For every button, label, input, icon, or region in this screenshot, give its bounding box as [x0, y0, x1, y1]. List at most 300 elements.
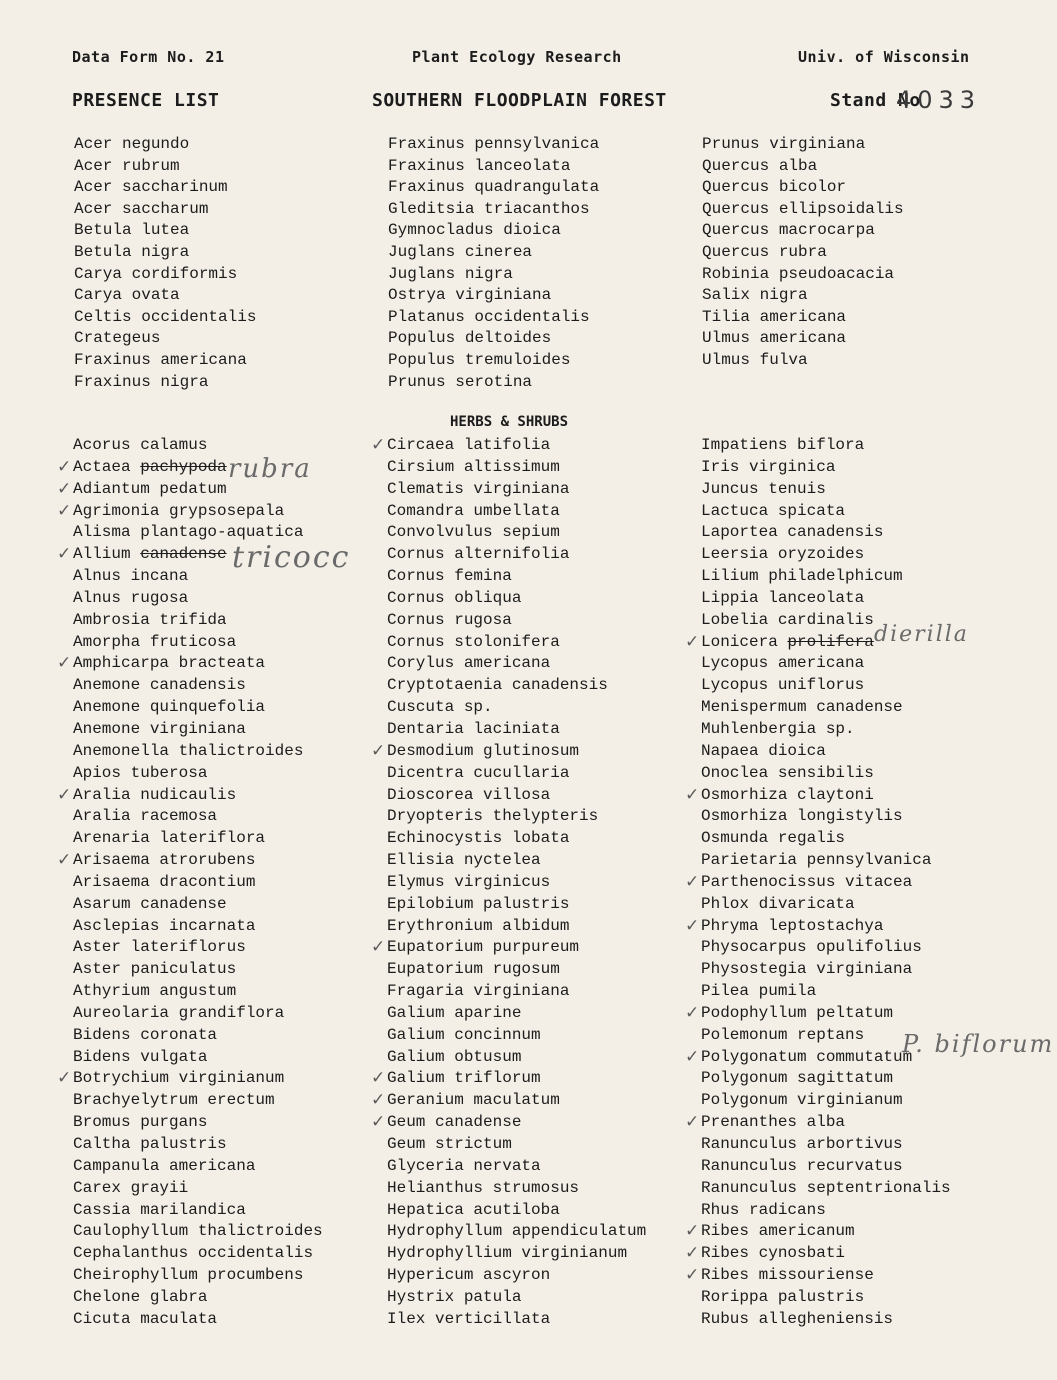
species-name: Asarum canadense: [73, 894, 227, 913]
species-name: Dentaria laciniata: [387, 719, 560, 738]
species-entry: [57, 784, 393, 807]
species-name: Glyceria nervata: [387, 1156, 541, 1175]
species-name: Cornus femina: [387, 567, 512, 586]
species-name: Polygonatum commutatum: [701, 1047, 913, 1066]
species-entry: [387, 544, 707, 566]
species-name: Desmodium glutinosum: [387, 741, 580, 760]
species-name: Acer rubrum: [74, 156, 180, 175]
species-entry: [685, 784, 1021, 807]
species-name: Bidens coronata: [73, 1025, 218, 1044]
species-entry: [387, 1047, 707, 1069]
species-entry: [73, 675, 393, 697]
species-name: Hystrix patula: [387, 1287, 522, 1306]
species-name: Bidens vulgata: [73, 1047, 208, 1066]
species-name: Galium obtusum: [387, 1047, 522, 1066]
species-name: Gymnocladus dioica: [388, 221, 561, 240]
species-name: Ranunculus arbortivus: [701, 1135, 903, 1153]
species-name: Lycopus americana: [701, 654, 865, 673]
species-name: Erythronium albidum: [387, 916, 570, 935]
species-entry: [702, 350, 1022, 372]
species-name: Cicuta maculata: [73, 1309, 218, 1328]
species-name: Prunus serotina: [388, 372, 533, 391]
species-entry: [701, 741, 1021, 763]
species-entry: [701, 981, 1021, 1003]
species-name: Ulmus americana: [702, 329, 847, 348]
species-entry: [371, 937, 707, 959]
species-entry: [73, 806, 393, 828]
species-entry: [57, 850, 393, 872]
university-label: Univ. of Wisconsin: [798, 48, 970, 66]
species-entry: [73, 1178, 393, 1200]
species-name: Ribes missouriense: [701, 1266, 874, 1285]
species-entry: [387, 850, 707, 872]
species-entry: [387, 1200, 707, 1222]
species-entry: [388, 264, 708, 286]
struck-epithet: prolifera: [787, 632, 874, 651]
species-entry: [387, 785, 707, 807]
species-entry: [388, 177, 708, 199]
species-name: Fraxinus pennsylvanica: [388, 135, 600, 153]
handwritten-tricocc: tricocc: [232, 540, 351, 575]
species-name: Polygonum virginianum: [701, 1091, 903, 1110]
species-name: Iris virginica: [701, 457, 836, 476]
genus-label: Lonicera: [701, 632, 778, 651]
species-entry: [74, 264, 394, 286]
species-entry: [701, 1156, 1021, 1178]
species-name: Arisaema atrorubens: [73, 851, 256, 870]
species-entry: [74, 372, 394, 394]
species-name: Hydrophyllum appendiculatum: [387, 1222, 647, 1241]
species-name: Lippia lanceolata: [701, 588, 865, 607]
species-entry: [73, 1025, 393, 1047]
species-name: Galium aparine: [387, 1003, 522, 1022]
species-name: Cornus alternifolia: [387, 545, 570, 564]
species-entry: [73, 719, 393, 741]
checkmark-icon: ✓: [685, 1046, 700, 1067]
checkmark-icon: ✓: [57, 478, 72, 499]
species-entry: [388, 242, 708, 264]
species-name: Polemonum reptans: [701, 1025, 865, 1044]
species-name: Juncus tenuis: [701, 479, 826, 498]
herb-column-3: [685, 435, 1021, 1331]
species-name: Dryopteris thelypteris: [387, 807, 599, 826]
struck-epithet: pachypoda: [140, 457, 227, 476]
species-entry: [74, 134, 394, 156]
species-name: Ostrya virginiana: [388, 286, 552, 305]
species-entry: [57, 653, 393, 675]
species-name: Cassia marilandica: [73, 1200, 246, 1219]
species-name: Acorus calamus: [73, 436, 208, 454]
species-name: Arisaema dracontium: [73, 872, 256, 891]
species-name: Aralia nudicaulis: [73, 785, 237, 804]
tree-column-2: [388, 134, 708, 393]
checkmark-icon: ✓: [57, 784, 72, 805]
species-name: Ribes cynosbati: [701, 1244, 846, 1263]
species-name: Populus deltoides: [388, 329, 552, 348]
species-name: Crategeus: [74, 329, 161, 348]
species-entry: [73, 916, 393, 938]
species-entry: [387, 763, 707, 785]
species-entry: [387, 719, 707, 741]
species-entry: [387, 675, 707, 697]
species-name: Cornus stolonifera: [387, 632, 560, 651]
species-name: Helianthus strumosus: [387, 1178, 580, 1197]
species-entry: [701, 1200, 1021, 1222]
species-entry: [73, 1221, 393, 1243]
species-name: Osmorhiza claytoni: [701, 785, 874, 804]
herbs-shrubs-heading: HERBS & SHRUBS: [450, 414, 569, 430]
species-name: Polygonum sagittatum: [701, 1069, 894, 1088]
species-entry: [388, 220, 708, 242]
species-name: Laportea canadensis: [701, 523, 884, 542]
checkmark-icon: ✓: [57, 850, 72, 871]
species-name: Galium concinnum: [387, 1025, 541, 1044]
species-name: Hepatica acutiloba: [387, 1200, 560, 1219]
species-name: Lycopus uniflorus: [701, 676, 865, 695]
species-name: Carya ovata: [74, 286, 180, 305]
species-entry: [73, 828, 393, 850]
species-entry: [387, 916, 707, 938]
checkmark-icon: ✓: [685, 1265, 700, 1286]
species-entry: [701, 653, 1021, 675]
species-entry: [74, 220, 394, 242]
species-entry: [371, 435, 707, 457]
genus-label: Allium: [73, 545, 131, 564]
species-name: Physocarpus opulifolius: [701, 938, 922, 957]
species-entry: [387, 1309, 707, 1331]
species-entry: [388, 134, 708, 156]
species-name: Prenanthes alba: [701, 1113, 846, 1132]
species-name: Comandra umbellata: [387, 501, 560, 520]
species-name: Gleditsia triacanthos: [388, 199, 590, 218]
species-entry: [388, 285, 708, 307]
species-entry: [57, 500, 393, 523]
species-entry: [73, 1112, 393, 1134]
species-entry: [702, 156, 1022, 178]
species-name: Asclepias incarnata: [73, 916, 256, 935]
species-entry: [74, 177, 394, 199]
checkmark-icon: ✓: [57, 544, 72, 565]
species-name: Tilia americana: [702, 307, 847, 326]
species-name: Lobelia cardinalis: [701, 610, 874, 629]
species-name: Betula nigra: [74, 242, 190, 261]
species-name: Rubus allegheniensis: [701, 1309, 894, 1328]
species-entry: [701, 675, 1021, 697]
species-entry: [74, 156, 394, 178]
species-entry: [74, 199, 394, 221]
species-entry: [387, 501, 707, 523]
species-entry: [73, 894, 393, 916]
species-entry: [73, 959, 393, 981]
checkmark-icon: ✓: [685, 871, 700, 892]
species-entry: [701, 501, 1021, 523]
species-name: Agrimonia grypsosepala: [73, 501, 285, 520]
species-entry: [387, 632, 707, 654]
species-name: Prunus virginiana: [702, 135, 866, 153]
species-name: Alnus incana: [73, 567, 189, 586]
species-entry: [74, 350, 394, 372]
species-entry: [73, 763, 393, 785]
species-name: Botrychium virginianum: [73, 1069, 285, 1088]
species-name: Ulmus fulva: [702, 350, 808, 369]
species-name: Cornus obliqua: [387, 588, 522, 607]
species-entry: [73, 1265, 393, 1287]
species-name: Ranunculus septentrionalis: [701, 1178, 951, 1197]
species-entry: [387, 1003, 707, 1025]
species-entry: [388, 372, 708, 394]
form-number: Data Form No. 21: [72, 48, 225, 66]
species-name: Echinocystis lobata: [387, 829, 570, 848]
species-name: Leersia oryzoides: [701, 545, 865, 564]
species-entry: [387, 828, 707, 850]
checkmark-icon: ✓: [685, 1221, 700, 1242]
species-entry: [701, 1287, 1021, 1309]
species-name: Muhlenbergia sp.: [701, 719, 855, 738]
checkmark-icon: ✓: [57, 500, 72, 521]
species-entry: [73, 1047, 393, 1069]
species-entry: [371, 740, 707, 763]
species-name: Ilex verticillata: [387, 1309, 551, 1328]
species-name: Brachyelytrum erectum: [73, 1091, 275, 1110]
species-entry: [701, 457, 1021, 479]
species-name: Ranunculus recurvatus: [701, 1156, 903, 1175]
species-entry: [387, 1134, 707, 1156]
checkmark-icon: ✓: [371, 937, 386, 958]
species-entry: [73, 1090, 393, 1112]
species-name: Amphicarpa bracteata: [73, 654, 266, 673]
species-entry: [685, 631, 1021, 654]
species-entry: [387, 894, 707, 916]
species-entry: [701, 719, 1021, 741]
species-name: Arenaria lateriflora: [73, 829, 266, 848]
species-entry: [701, 959, 1021, 981]
checkmark-icon: ✓: [685, 1243, 700, 1264]
species-entry: [701, 894, 1021, 916]
species-entry: [387, 1025, 707, 1047]
species-name: Caltha palustris: [73, 1135, 227, 1153]
species-name: Dicentra cucullaria: [387, 763, 570, 782]
species-entry: [701, 1090, 1021, 1112]
species-entry: [387, 522, 707, 544]
species-name: Osmorhiza longistylis: [701, 807, 903, 826]
species-entry: [73, 697, 393, 719]
species-name: Quercus ellipsoidalis: [702, 199, 904, 218]
species-entry: [74, 307, 394, 329]
species-entry: [685, 1112, 1021, 1134]
species-name: Menispermum canadense: [701, 698, 903, 717]
species-name: Fraxinus lanceolata: [388, 156, 571, 175]
species-name: Aster lateriflorus: [73, 938, 246, 957]
species-entry: [702, 134, 1022, 156]
species-entry: [685, 915, 1021, 938]
species-entry: [74, 285, 394, 307]
species-entry: [702, 242, 1022, 264]
species-name: Hypericum ascyron: [387, 1266, 551, 1285]
species-name: Corylus americana: [387, 654, 551, 673]
species-name: Eupatorium purpureum: [387, 938, 580, 957]
genus-label: Actaea: [73, 457, 131, 476]
species-entry: [73, 937, 393, 959]
species-name: Clematis virginiana: [387, 479, 570, 498]
species-name: Podophyllum peltatum: [701, 1003, 894, 1022]
species-entry: [387, 806, 707, 828]
species-entry: [387, 566, 707, 588]
species-name: Phlox divaricata: [701, 894, 855, 913]
species-name: Dioscorea villosa: [387, 785, 551, 804]
species-name: Anemonella thalictroides: [73, 741, 304, 760]
stand-number: 4033: [896, 86, 982, 114]
species-name: Platanus occidentalis: [388, 307, 590, 326]
species-name: Ambrosia trifida: [73, 610, 227, 629]
species-entry: [702, 199, 1022, 221]
species-entry: [702, 328, 1022, 350]
species-name: Anemone canadensis: [73, 676, 246, 695]
species-entry: [701, 544, 1021, 566]
species-entry: [387, 457, 707, 479]
checkmark-icon: ✓: [371, 1068, 386, 1089]
checkmark-icon: ✓: [685, 915, 700, 936]
species-entry: [73, 1156, 393, 1178]
species-entry: [702, 264, 1022, 286]
species-entry: [701, 1134, 1021, 1156]
species-name: Alnus rugosa: [73, 588, 189, 607]
tree-column-1: [74, 134, 394, 393]
checkmark-icon: ✓: [685, 631, 700, 652]
handwritten-p-biflorum: P. biflorum: [902, 1030, 1055, 1058]
species-name: Geum canadense: [387, 1113, 522, 1132]
species-name: Acer saccharum: [74, 199, 209, 218]
species-entry: [387, 1287, 707, 1309]
species-name: Campanula americana: [73, 1156, 256, 1175]
species-entry: [685, 1221, 1021, 1243]
species-entry: [701, 1178, 1021, 1200]
species-entry: [685, 1243, 1021, 1265]
species-entry: [685, 871, 1021, 894]
species-name: Convolvulus sepium: [387, 523, 560, 542]
species-name: Cephalanthus occidentalis: [73, 1244, 314, 1263]
species-entry: [387, 1221, 707, 1243]
species-entry: [74, 242, 394, 264]
species-name: Fraxinus quadrangulata: [388, 178, 600, 197]
checkmark-icon: ✓: [57, 653, 72, 674]
species-entry: [702, 177, 1022, 199]
species-name: Ellisia nyctelea: [387, 851, 541, 870]
species-name: Ribes americanum: [701, 1222, 855, 1241]
species-entry: [387, 479, 707, 501]
species-entry: [73, 610, 393, 632]
species-name: Cuscuta sp.: [387, 698, 493, 717]
species-entry: [387, 653, 707, 675]
species-name: Impatiens biflora: [701, 436, 865, 454]
species-entry: [73, 1309, 393, 1331]
species-name: Elymus virginicus: [387, 872, 551, 891]
species-name: Caulophyllum thalictroides: [73, 1222, 323, 1241]
checkmark-icon: ✓: [685, 1002, 700, 1023]
tree-column-3: [702, 134, 1022, 372]
species-entry: [701, 588, 1021, 610]
species-entry: [387, 872, 707, 894]
species-name: Parthenocissus vitacea: [701, 872, 913, 891]
species-name: Fraxinus nigra: [74, 372, 209, 391]
species-name: Quercus macrocarpa: [702, 221, 875, 240]
species-entry: [74, 328, 394, 350]
species-name: Quercus rubra: [702, 242, 827, 261]
species-name: Aureolaria grandiflora: [73, 1003, 285, 1022]
species-entry: [387, 697, 707, 719]
species-entry: [701, 479, 1021, 501]
species-entry: [702, 285, 1022, 307]
species-name: Pilea pumila: [701, 982, 817, 1001]
species-name: Juglans cinerea: [388, 242, 533, 261]
checkmark-icon: ✓: [57, 456, 72, 477]
species-entry: [371, 1090, 707, 1112]
struck-epithet: canadense: [140, 545, 227, 564]
species-name: Quercus alba: [702, 156, 818, 175]
species-name: Rorippa palustris: [701, 1287, 865, 1306]
species-name: Napaea dioica: [701, 741, 826, 760]
species-name: Alisma plantago-aquatica: [73, 523, 304, 542]
species-entry: [73, 872, 393, 894]
species-entry: [701, 610, 1021, 632]
species-entry: [371, 1112, 707, 1134]
species-entry: [685, 1265, 1021, 1287]
species-name: Aralia racemosa: [73, 807, 218, 826]
species-entry: [73, 1134, 393, 1156]
species-entry: [701, 763, 1021, 785]
species-entry: [57, 1068, 393, 1090]
species-name: Fraxinus americana: [74, 350, 247, 369]
species-name: Cirsium altissimum: [387, 457, 560, 476]
species-entry: [387, 1265, 707, 1287]
species-entry: [371, 1068, 707, 1090]
species-entry: [387, 1243, 707, 1265]
checkmark-icon: ✓: [371, 1090, 386, 1111]
species-entry: [73, 741, 393, 763]
herb-column-2: [371, 435, 707, 1331]
species-entry: [387, 981, 707, 1003]
species-name: Eupatorium rugosum: [387, 960, 560, 979]
species-name: Anemone virginiana: [73, 719, 246, 738]
checkmark-icon: ✓: [685, 784, 700, 805]
species-name: Fragaria virginiana: [387, 982, 570, 1001]
species-name: Rhus radicans: [701, 1200, 826, 1219]
species-name: Osmunda regalis: [701, 829, 846, 848]
species-name: Juglans nigra: [388, 264, 513, 283]
species-name: Acer negundo: [74, 135, 190, 153]
species-entry: [387, 1156, 707, 1178]
species-entry: [701, 566, 1021, 588]
checkmark-icon: ✓: [371, 435, 386, 455]
species-name: Amorpha fruticosa: [73, 632, 237, 651]
species-name: Apios tuberosa: [73, 763, 208, 782]
species-entry: [388, 156, 708, 178]
species-name: Chelone glabra: [73, 1287, 208, 1306]
species-name: Acer saccharinum: [74, 178, 228, 197]
species-name: Quercus bicolor: [702, 178, 847, 197]
species-entry: [701, 828, 1021, 850]
species-entry: [388, 307, 708, 329]
species-name: Geum strictum: [387, 1135, 512, 1153]
species-name: Hydrophyllium virginianum: [387, 1244, 628, 1263]
species-entry: [73, 1243, 393, 1265]
species-entry: [685, 1002, 1021, 1025]
species-entry: [702, 220, 1022, 242]
forest-title: SOUTHERN FLOODPLAIN FOREST: [372, 90, 667, 111]
species-name: Cheirophyllum procumbens: [73, 1266, 304, 1285]
species-name: Populus tremuloides: [388, 350, 571, 369]
species-name: Anemone quinquefolia: [73, 698, 266, 717]
species-name: Bromus purgans: [73, 1113, 208, 1132]
